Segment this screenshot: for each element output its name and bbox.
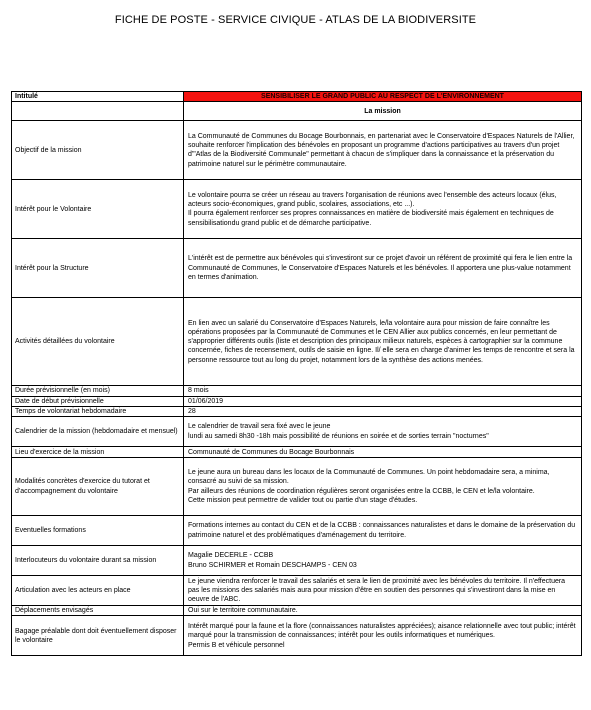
row-label-formations: Eventuelles formations (12, 516, 184, 546)
row-value-interet-volontaire: Le volontaire pourra se créer un réseau au travers l'organisation de réunions avec l'ensemble des acteurs locaux (élus, acteurs socio-économiques, grand public, scolaires, associations, etc ...). Il pourra également renforcer ses propres connaissances en matière de biodiversité mais également en techniques de sensibilisationdu grand public et de démarche participative. (184, 180, 582, 239)
row-value-deplacements: Oui sur le territoire communautaire. (184, 606, 582, 616)
row-label-calendrier: Calendrier de la mission (hebdomadaire et mensuel) (12, 417, 184, 447)
row-value-articulation: Le jeune viendra renforcer le travail des salariés et sera le lien de proximité avec les bénévoles du territoire. Il n'effectuera pas les missions des salariés mais aura pour mission d'être en soutien des personnes qui s'investiront dans la mise en oeuvre de l'ABC. (184, 576, 582, 606)
page-title: FICHE DE POSTE - SERVICE CIVIQUE - ATLAS DE LA BIODIVERSITE (114, 14, 477, 26)
row-value-objectif: La Communauté de Communes du Bocage Bourbonnais, en partenariat avec le Conservatoire d'Espaces Naturels de l'Allier, souhaite renforcer l'implication des bénévoles en proposant un programme d'actions participatives au travers d'un projet d'"Atlas de la Biodiversité Communale" permettant à chacun de s'impliquer dans la connaissance et la préservation du patrimoine naturel sur le périmètre communautaire. (184, 121, 582, 180)
table-row (12, 396, 582, 406)
row-label-activites: Activités détaillées du volontaire (12, 298, 184, 386)
table-row (12, 121, 582, 180)
header-row (12, 92, 582, 102)
section-spacer-cell (12, 102, 184, 121)
header-title: SENSIBILISER LE GRAND PUBLIC AU RESPECT DE L'ENVIRONNEMENT (184, 92, 582, 102)
table-row (12, 447, 582, 458)
row-value-activites: En lien avec un salarié du Conservatoire d'Espaces Naturels, le/la volontaire aura pour mission de faire connaître les opérations proposées par la Communauté de Communes et le CEN Allier aux publics concernés, en leur permettant de s'approprier différents outils (liste et description des principaux milieux naturels, espèces à cartographier sur la commune concernée, fiches de recensement, outils de saisie en ligne. Il/ elle sera en charge d'animer les temps de rencontre et sera la personne ressource tout au long du projet, notamment lors de la synthèse des actions menées. (184, 298, 582, 386)
row-value-modalites: Le jeune aura un bureau dans les locaux de la Communauté de Communes. Un point hebdomadaire sera, a minima, consacré au suivi de sa mission. Par ailleurs des réunions de coordination régulières seront organisées entre la CCBB, le CEN et le/la volontaire. Cette mission peut permettre de valider tout ou partie d'un stage d'études. (184, 458, 582, 516)
row-value-interet-structure: L'intérêt est de permettre aux bénévoles qui s'investiront sur ce projet d'avoir un référent de proximité qui fera le lien entre la Communauté de Communes, le Conservatoire d'Espaces Naturels et les bénévoles. Il apportera une plus-value notamment en termes d'animation. (184, 239, 582, 298)
row-value-interlocuteurs: Magalie DECERLE - CCBB Bruno SCHIRMER et Romain DESCHAMPS - CEN 03 (184, 546, 582, 576)
row-label-modalites: Modalités concrètes d'exercice du tutorat et d'accompagnement du volontaire (12, 458, 184, 516)
job-description-table (11, 91, 582, 656)
table-row (12, 458, 582, 516)
row-value-calendrier: Le calendrier de travail sera fixé avec le jeune lundi au samedi 8h30 -18h mais possibilité de réunions en soirée et de sorties terrain "nocturnes" (184, 417, 582, 447)
table-row (12, 417, 582, 447)
row-label-lieu: Lieu d'exercice de la mission (12, 447, 184, 458)
row-label-interet-structure: Intérêt pour la Structure (12, 239, 184, 298)
table-row (12, 406, 582, 416)
section-row (12, 102, 582, 121)
row-value-duree: 8 mois (184, 386, 582, 396)
row-label-objectif: Objectif de la mission (12, 121, 184, 180)
table-row (12, 606, 582, 616)
row-label-bagage: Bagage préalable dont doit éventuellement disposer le volontaire (12, 616, 184, 656)
row-value-formations: Formations internes au contact du CEN et de la CCBB : connaissances naturalistes et dans le domaine de la préservation du patrimoine naturel et des problématiques d'aménagement du territoire. (184, 516, 582, 546)
row-value-temps: 28 (184, 406, 582, 416)
section-title: La mission (184, 102, 582, 121)
row-label-date-debut: Date de début prévisionnelle (12, 396, 184, 406)
row-label-articulation: Articulation avec les acteurs en place (12, 576, 184, 606)
row-label-deplacements: Déplacements envisagés (12, 606, 184, 616)
table-row (12, 239, 582, 298)
table-row (12, 298, 582, 386)
row-value-bagage: Intérêt marqué pour la faune et la flore (connaissances naturalistes appréciées); aisance relationnelle avec tout public; intérêt marqué pour la transmission de connaissances; intérêt pour les outils informatiques et numériques. Permis B et véhicule personnel (184, 616, 582, 656)
row-value-date-debut: 01/06/2019 (184, 396, 582, 406)
table-row (12, 576, 582, 606)
table-row (12, 546, 582, 576)
table-row (12, 180, 582, 239)
table-row (12, 516, 582, 546)
row-label-interlocuteurs: Interlocuteurs du volontaire durant sa mission (12, 546, 184, 576)
row-value-lieu: Communauté de Communes du Bocage Bourbonnais (184, 447, 582, 458)
row-label-temps: Temps de volontariat hebdomadaire (12, 406, 184, 416)
row-label-interet-volontaire: Intérêt pour le Volontaire (12, 180, 184, 239)
table-row (12, 386, 582, 396)
header-label: Intitulé (12, 92, 184, 102)
row-label-duree: Durée prévisionnelle (en mois) (12, 386, 184, 396)
table-row (12, 616, 582, 656)
